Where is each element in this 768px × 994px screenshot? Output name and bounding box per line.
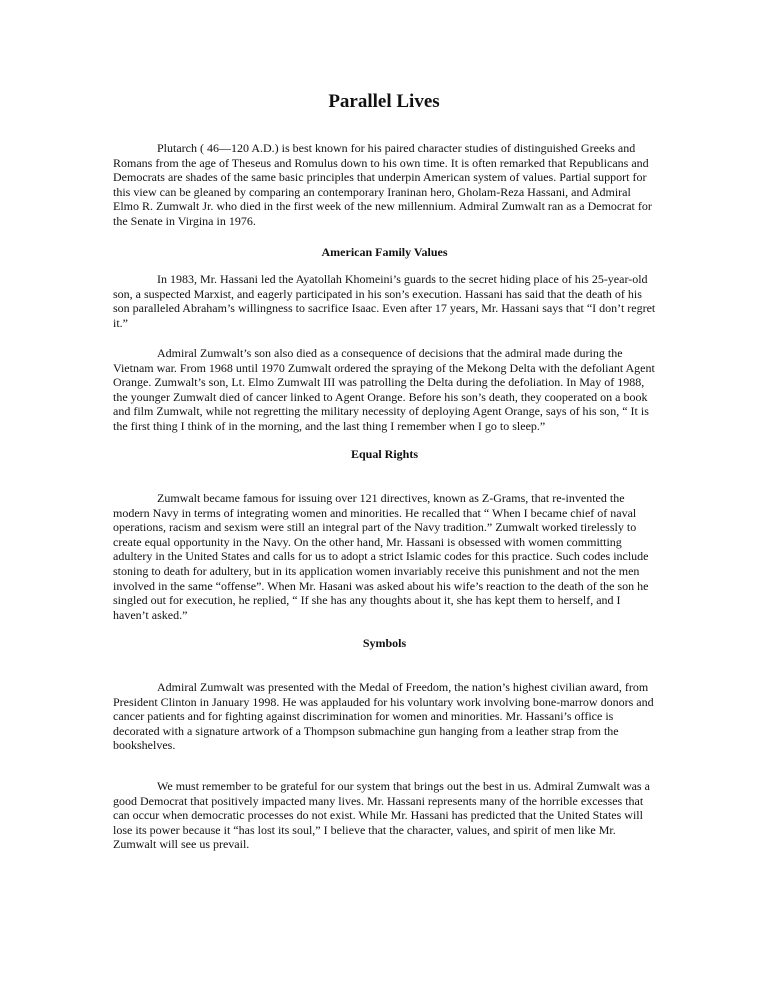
intro-paragraph: Plutarch ( 46—120 A.D.) is best known for his paired character studies of distinguished Greeks and Romans from the age of Theseus and Romulus down to his own time. It is often remarked that Republicans and Democrats are shades of the same basic principles that underpin American system of values. Partial support for this view can be gleaned by comparing an contemporary Iraninan hero, Gholam-Reza Hassani, and Admiral Elmo R. Zumwalt Jr. who died in the first week of the new millennium. Admiral Zumwalt ran as a Democrat for the Senate in Virgina in 1976. — [113, 141, 652, 228]
equal-rights-paragraph: Zumwalt became famous for issuing over 121 directives, known as Z-Grams, that re-invented the modern Navy in terms of integrating women and minorities. He recalled that “ When I became chief of naval operations, racism and sexism were still an integral part of the Navy tradition.” Zumwalt worked tirelessly to create equal opportunity in the Navy. On the other hand, Mr. Hassani is obsessed with women committing adultery in the United States and calls for us to adopt a strict Islamic codes for this practice. Such codes include stoning to death for adultery, but in its application women invariably receive this punishment and not the men involved in the same “offense”. When Mr. Hasani was asked about his wife’s reaction to the death of the son he singled out for execution, he replied, “ If she has any thoughts about it, she has kept them to herself, and I haven’t asked.” — [113, 491, 649, 622]
family-values-paragraph-1: In 1983, Mr. Hassani led the Ayatollah Khomeini’s guards to the secret hiding place of his 25-year-old son, a suspected Marxist, and eagerly participated in his son’s execution. Hassani has said that the death of his son paralleled Abraham’s willingness to sacrifice Isaac. Even after 17 years, Mr. Hassani says that “I don’t regret it.” — [113, 272, 656, 330]
section-heading-symbols: Symbols — [362, 636, 407, 650]
conclusion-paragraph: We must remember to be grateful for our system that brings out the best in us. Admiral Zumwalt was a good Democrat that positively impacted many lives. Mr. Hassani represents many of the horrible excesses that can occur when democratic processes do not exist. While Mr. Hassani has predicted that the United States will lose its power because it “has lost its soul,” I believe that the character, values, and spirit of men like Mr. Zumwalt will see us prevail. — [113, 779, 650, 852]
section-heading-family-values: American Family Values — [321, 245, 448, 259]
document-title: Parallel Lives — [328, 91, 440, 112]
section-heading-equal-rights: Equal Rights — [350, 447, 419, 461]
symbols-paragraph: Admiral Zumwalt was presented with the Medal of Freedom, the nation’s highest civilian award, from President Clinton in January 1998. He was applauded for his voluntary work involving bone-marrow donors and cancer patients and for fighting against discrimination for women and minorities. Mr. Hassani’s office is decorated with a signature artwork of a Thompson submachine gun hanging from a leather strap from the bookshelves. — [113, 680, 654, 753]
family-values-paragraph-2: Admiral Zumwalt’s son also died as a consequence of decisions that the admiral made during the Vietnam war. From 1968 until 1970 Zumwalt ordered the spraying of the Mekong Delta with the defoliant Agent Orange. Zumwalt’s son, Lt. Elmo Zumwalt III was patrolling the Delta during the defoliation. In May of 1988, the younger Zumwalt died of cancer linked to Agent Orange. Before his son’s death, they cooperated on a book and film Zumwalt, while not regretting the military necessity of deploying Agent Orange, says of his son, “ It is the first thing I think of in the morning, and the last thing I remember when I go to sleep.” — [113, 346, 655, 433]
